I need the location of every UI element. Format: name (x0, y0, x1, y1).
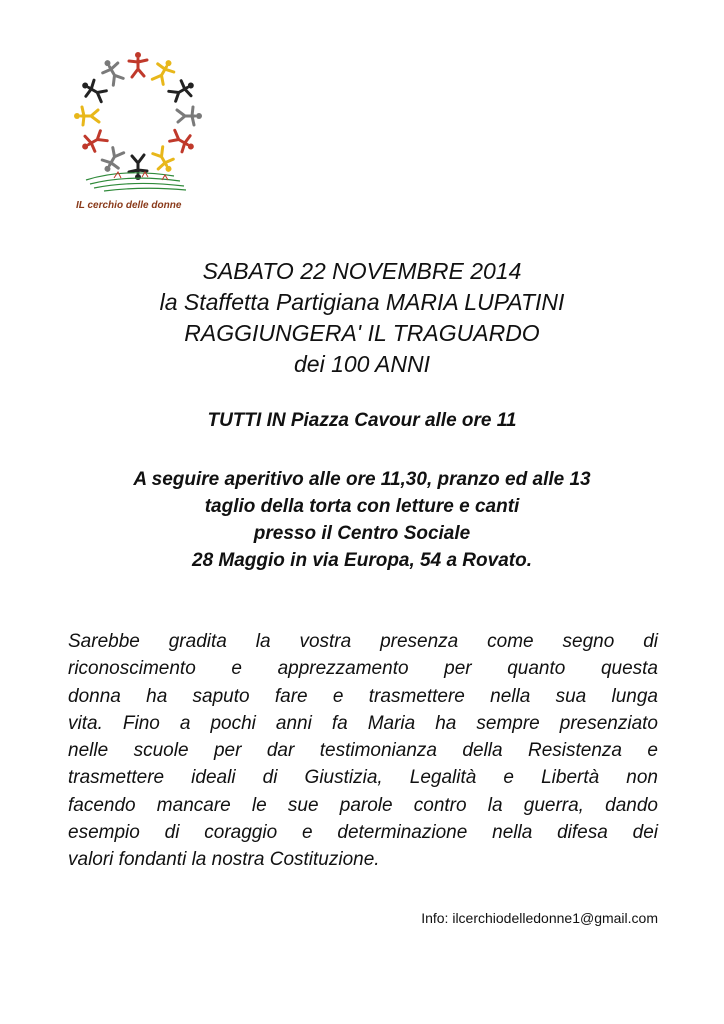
dancer-figure (150, 56, 178, 87)
paragraph-line: valori fondanti la nostra Costituzione. (68, 849, 380, 871)
paragraph-line: nelle scuole per dar testimonianza della Resistenza e (68, 740, 658, 762)
program-line-1: A seguire aperitivo alle ore 11,30, pranzo ed alle 13 (133, 469, 591, 490)
dancer-figure (150, 145, 178, 176)
contact-info: Info: ilcerchiodelledonne1@gmail.com (421, 910, 658, 926)
paragraph-line: Sarebbe gradita la vostra presenza come segno di (68, 631, 658, 652)
dancer-figure (74, 107, 99, 125)
program-line-3: presso il Centro Sociale (253, 523, 471, 544)
dancer-figure (129, 155, 147, 180)
paragraph-line: riconoscimento e apprezzamento per quanto questa (68, 658, 658, 680)
headline-date: SABATO 22 NOVEMBRE 2014 (202, 258, 522, 284)
invitation-paragraph (68, 628, 658, 874)
paragraph-line: trasmettere ideali di Giustizia, Legalità e Libertà non (68, 767, 658, 789)
dancing-women-circle-icon (64, 50, 212, 200)
program-line-4: 28 Maggio in via Europa, 54 a Rovato. (192, 550, 532, 571)
dancer-figure (167, 128, 198, 156)
program (0, 466, 724, 574)
paragraph-line: donna ha saputo fare e trasmettere nella sua lunga (68, 685, 658, 707)
dancer-figure (167, 76, 198, 104)
meeting-point: TUTTI IN Piazza Cavour alle ore 11 (207, 410, 517, 431)
headline-milestone: RAGGIUNGERA' IL TRAGUARDO (184, 320, 540, 346)
dancer-figure (98, 145, 126, 176)
dancer-figure (78, 76, 109, 104)
paragraph-line: vita. Fino a pochi anni fa Maria ha sempre presenziato (68, 712, 658, 734)
program-line-2: taglio della torta con letture e canti (204, 496, 520, 517)
dancer-figure (98, 56, 126, 87)
dancer-figure (129, 52, 147, 77)
logo (64, 50, 212, 222)
headline (0, 256, 724, 380)
logo-caption: IL cerchio delle donne (76, 200, 182, 211)
paragraph-line: facendo mancare le sue parole contro la guerra, dando (68, 794, 658, 816)
dancer-figure (78, 128, 109, 156)
dancer-figure (177, 107, 202, 125)
paragraph-line: esempio di coraggio e determinazione nella difesa dei (68, 822, 658, 844)
headline-years: dei 100 ANNI (294, 351, 430, 377)
headline-name: la Staffetta Partigiana MARIA LUPATINI (159, 289, 565, 315)
